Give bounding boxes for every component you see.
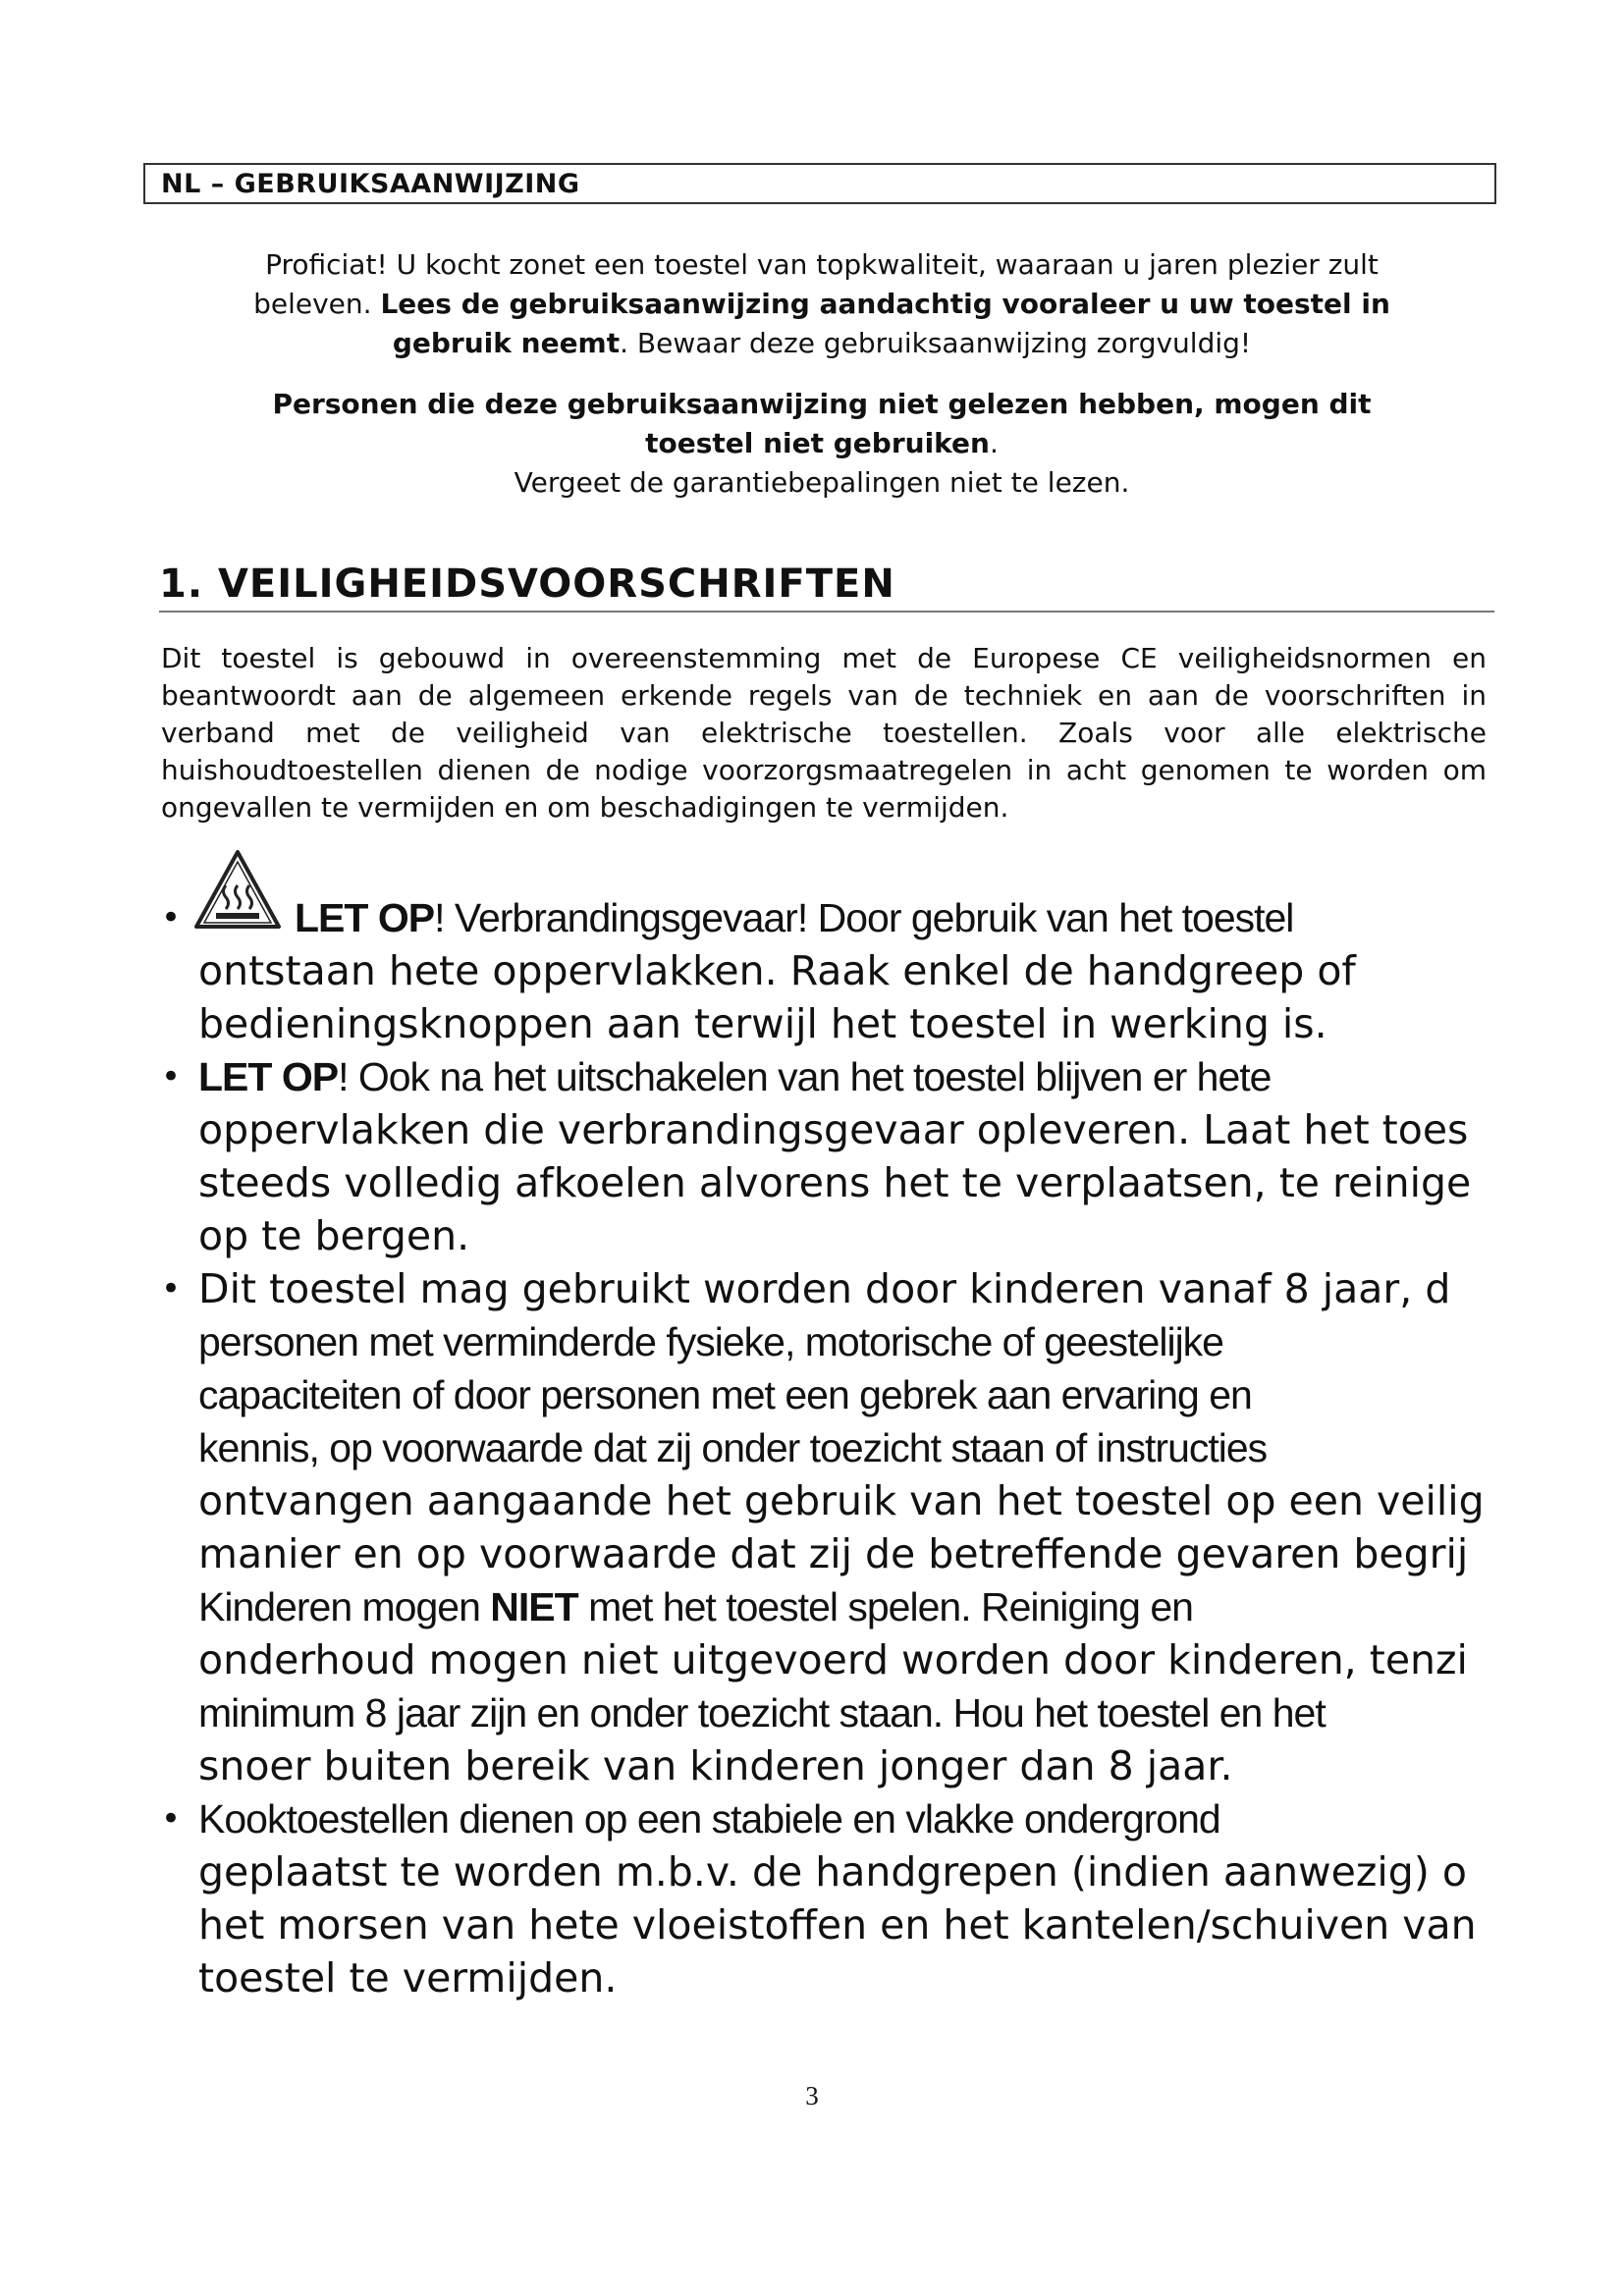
intro-warning-line-2: toestel niet gebruiken. [645, 427, 999, 459]
section-title: 1. VEILIGHEIDSVOORSCHRIFTEN [159, 561, 895, 607]
intro-line-1: Proficiat! U kocht zonet een toestel van topkwaliteit, waaraan u jaren plezier zult [265, 248, 1379, 281]
document-header-title: NL – GEBRUIKSAANWIJZING [161, 168, 580, 199]
safety-bullet-list [157, 891, 1595, 2004]
intro-block [147, 245, 1496, 503]
bullet-children-usage: • Dit toestel mag gebruikt worden door kinderen vanaf 8 jaar, d personen met verminderde fysieke, motorische of geestelijke capaciteiten of door personen met een gebrek aan ervaring en kennis, op voorwaarde dat zij onder toezicht staan of instructies ontvangen aangaande het gebruik van het toestel op een veilig manier en op voorwaarde dat zij de betreffende gevaren begrij Kinderen mogen NIET met het toestel spelen. Reiniging en onderhoud mogen niet uitgevoerd worden door kinderen, tenzi minimum 8 jaar zijn en onder toezicht staan. Hou het toestel en het snoer buiten bereik van kinderen jonger dan 8 jaar. [161, 1265, 1485, 1789]
section-divider [159, 611, 1494, 613]
page-number: 3 [805, 2081, 819, 2110]
intro-guarantee-reminder: Vergeet de garantiebepalingen niet te lezen. [514, 466, 1130, 499]
bullet-stable-surface: • Kooktoestellen dienen op een stabiele en vlakke ondergrond geplaatst te worden m.b.v. de handgrepen (indien aanwezig) o het morsen van hete vloeistoffen en het kantelen/schuiven van toestel te vermijden. [161, 1796, 1477, 2002]
bullet-after-switch-off: • LET OP! Ook na het uitschakelen van het toestel blijven er hete oppervlakken die verbrandingsgevaar opleveren. Laat het toes steeds volledig afkoelen alvorens het te verplaatsen, te reinige op te bergen. [161, 1054, 1472, 1259]
intro-line-2: beleven. Lees de gebruiksaanwijzing aandachtig vooraleer u uw toestel in [253, 288, 1390, 320]
bullet-burn-hazard: • LET OP! Verbrandingsgevaar! Door gebruik van het toestel ontstaan hete oppervlakken. Raak enkel de handgreep of bedieningsknoppen aan terwijl het toestel in werking is. [161, 895, 1356, 1047]
intro-line-3: gebruik neemt. Bewaar deze gebruiksaanwijzing zorgvuldig! [392, 327, 1252, 359]
intro-warning-line-1: Personen die deze gebruiksaanwijzing niet gelezen hebben, mogen dit [272, 388, 1372, 420]
document-header-box [143, 163, 1496, 204]
safety-intro-paragraph: Dit toestel is gebouwd in overeenstemming met de Europese CE veiligheidsnormen en beantwoordt aan de algemeen erkende regels van de techniek en aan de voorschriften in verband met de veiligheid van elektrische toestellen. Zoals voor alle elektrische huishoudtoestellen dienen de nodige voorzorgsmaatregelen in acht genomen te worden om ongevallen te vermijden en om beschadigingen te vermijden. [161, 642, 1487, 824]
